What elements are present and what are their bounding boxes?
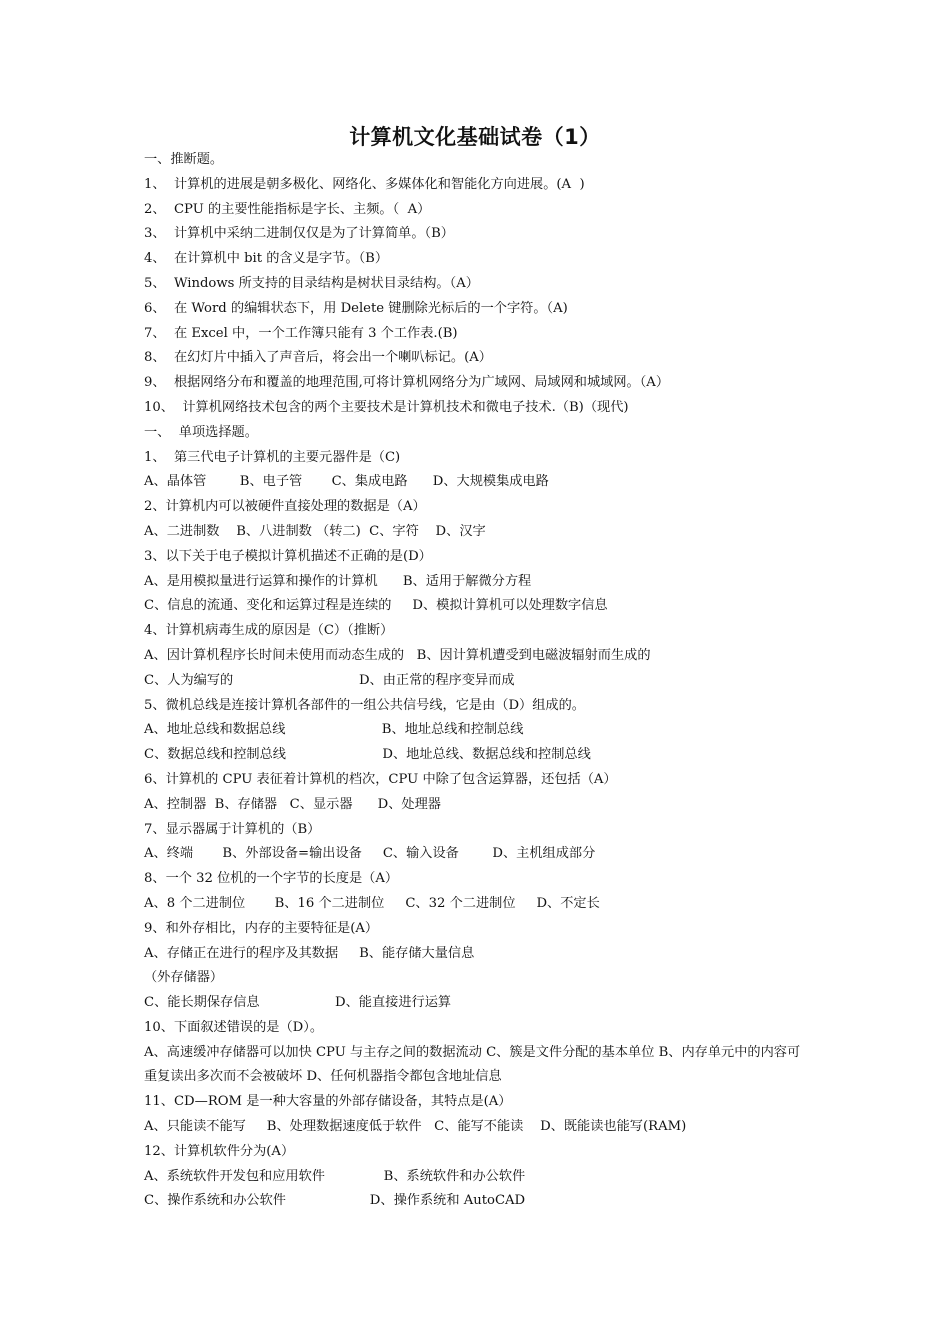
question-line: 4、 在计算机中 bit 的含义是字节。（B） [144, 251, 389, 267]
section-heading-judgment: 一、推断题。 [144, 152, 224, 167]
page-title: 计算机文化基础试卷（1） [349, 125, 601, 149]
options-line: C、能长期保存信息 D、能直接进行运算 [144, 995, 452, 1011]
question-line: 9、 根据网络分布和覆盖的地理范围,可将计算机网络分为广域网、局域网和城域网。（A） [144, 375, 670, 391]
question-line: 10、 计算机网络技术包含的两个主要技术是计算机技术和微电子技术.（B)（现代) [144, 399, 629, 415]
question-line: 2、计算机内可以被硬件直接处理的数据是（A） [144, 499, 426, 515]
options-line: A、控制器 B、存储器 C、显示器 D、处理器 [144, 796, 441, 812]
question-line: 4、计算机病毒生成的原因是（C）（推断） [144, 623, 394, 639]
options-line: A、因计算机程序长时间未使用而动态生成的 B、因计算机遭受到电磁波辐射而生成的 [144, 647, 651, 663]
options-line: C、数据总线和控制总线 D、地址总线、数据总线和控制总线 [144, 747, 591, 763]
document-body [144, 148, 809, 1214]
question-line: 8、 在幻灯片中插入了声音后，将会出一个喇叭标记。(A） [144, 350, 492, 366]
question-line: 6、 在 Word 的编辑状态下，用 Delete 键删除光标后的一个字符。（A) [144, 300, 568, 316]
question-line: 1、 计算机的进展是朝多极化、网络化、多媒体化和智能化方向进展。(A ) [144, 176, 585, 192]
question-line: 6、计算机的 CPU 表征着计算机的档次，CPU 中除了包含运算器，还包括（A） [144, 771, 617, 787]
question-line: 10、下面叙述错误的是（D）。 [144, 1019, 324, 1035]
question-line: 7、显示器属于计算机的（B） [144, 821, 321, 837]
options-line: A、只能读不能写 B、处理数据速度低于软件 C、能写不能读 D、既能读也能写(RAM) [144, 1119, 687, 1135]
options-line: A、地址总线和数据总线 B、地址总线和控制总线 [144, 722, 524, 738]
options-line: C、人为编写的 D、由正常的程序变异而成 [144, 672, 515, 688]
question-line: 8、一个 32 位机的一个字节的长度是（A） [144, 871, 399, 887]
question-line: 9、和外存相比，内存的主要特征是(A） [144, 920, 379, 936]
question-line: 3、以下关于电子模拟计算机描述不正确的是(D） [144, 548, 432, 564]
options-line: A、8 个二进制位 B、16 个二进制位 C、32 个二进制位 D、不定长 [144, 895, 600, 911]
section-heading-choice: 一、 单项选择题。 [144, 424, 258, 440]
options-line: A、高速缓冲存储器可以加快 CPU 与主存之间的数据流动 C、簇是文件分配的基本单位 B、内存单元中的内容可重复读出多次而不会被破坏 D、任何机器指令都包含地址信息 [144, 1044, 801, 1085]
note-line: （外存储器） [144, 970, 224, 986]
options-line: A、二进制数 B、八进制数 （转二) C、字符 D、汉字 [144, 523, 486, 539]
options-line: C、操作系统和办公软件 D、操作系统和 AutoCAD [144, 1193, 526, 1209]
question-line: 3、 计算机中采纳二进制仅仅是为了计算简单。（B） [144, 226, 454, 242]
question-line: 2、 CPU 的主要性能指标是字长、主频。（ A） [144, 201, 431, 217]
options-line: A、存储正在进行的程序及其数据 B、能存储大量信息 [144, 945, 475, 961]
options-line: A、晶体管 B、电子管 C、集成电路 D、大规模集成电路 [144, 474, 549, 490]
options-line: C、信息的流通、变化和运算过程是连续的 D、模拟计算机可以处理数字信息 [144, 598, 608, 614]
question-line: 7、 在 Excel 中，一个工作簿只能有 3 个工作表.(B) [144, 325, 458, 341]
question-line: 5、 Windows 所支持的目录结构是树状目录结构。（A） [144, 275, 479, 291]
options-line: A、系统软件开发包和应用软件 B、系统软件和办公软件 [144, 1168, 526, 1184]
question-line: 5、微机总线是连接计算机各部件的一组公共信号线，它是由（D）组成的。 [144, 697, 585, 713]
options-line: A、是用模拟量进行运算和操作的计算机 B、适用于解微分方程 [144, 573, 532, 589]
options-line: A、终端 B、外部设备=输出设备 C、输入设备 D、主机组成部分 [144, 846, 596, 862]
question-line: 1、 第三代电子计算机的主要元器件是（C) [144, 449, 401, 465]
question-line: 11、CD—ROM 是一种大容量的外部存储设备，其特点是(A） [144, 1094, 512, 1110]
question-line: 12、计算机软件分为(A） [144, 1143, 295, 1159]
